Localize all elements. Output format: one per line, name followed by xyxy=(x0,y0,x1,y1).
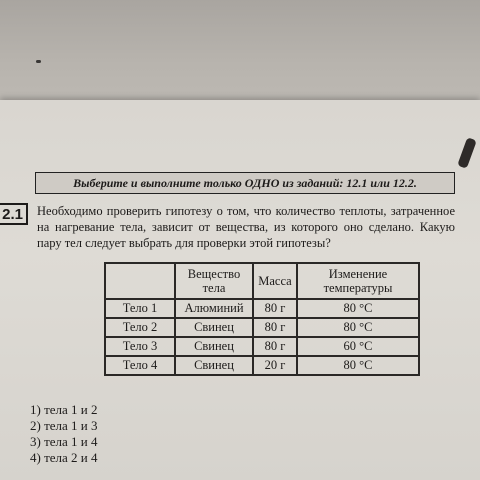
table-row xyxy=(105,318,419,337)
answer-option-3[interactable]: 3) тела 1 и 4 xyxy=(30,434,98,449)
temperature-cell: 80 °С xyxy=(297,356,419,375)
mass-cell: 80 г xyxy=(253,318,297,337)
header-cell: Масса xyxy=(253,263,297,299)
question-text: Необходимо проверить гипотезу о том, что количество теплоты, затраченное на нагревание тела, зависит от вещества, из которого оно сделано. Какую пару тел следует выбрать для проверки этой гипотезы? xyxy=(37,204,455,250)
temperature-cell: 80 °С xyxy=(297,318,419,337)
temperature-cell: 60 °С xyxy=(297,337,419,356)
answer-option-4[interactable]: 4) тела 2 и 4 xyxy=(30,450,98,465)
instruction-banner: Выберите и выполните только ОДНО из заданий: 12.1 или 12.2. xyxy=(35,172,455,194)
answer-option-1[interactable]: 1) тела 1 и 2 xyxy=(30,402,98,417)
body-label: Тело 1 xyxy=(105,299,175,318)
header-cell xyxy=(105,263,175,299)
task-number: 2.1 xyxy=(0,203,28,225)
body-label: Тело 2 xyxy=(105,318,175,337)
substance-cell: Свинец xyxy=(175,318,253,337)
answer-option-2[interactable]: 2) тела 1 и 3 xyxy=(30,418,98,433)
background-surface xyxy=(0,0,480,108)
substance-cell: Свинец xyxy=(175,356,253,375)
data-table xyxy=(104,262,420,376)
table-header-row xyxy=(105,263,419,299)
header-cell: Вещество тела xyxy=(175,263,253,299)
substance-cell: Алюминий xyxy=(175,299,253,318)
substance-cell: Свинец xyxy=(175,337,253,356)
table-row xyxy=(105,299,419,318)
table-row xyxy=(105,337,419,356)
pen-mark xyxy=(36,60,41,63)
body-label: Тело 4 xyxy=(105,356,175,375)
header-cell: Изменение температуры xyxy=(297,263,419,299)
temperature-cell: 80 °С xyxy=(297,299,419,318)
mass-cell: 20 г xyxy=(253,356,297,375)
answer-options xyxy=(30,402,98,466)
table-row xyxy=(105,356,419,375)
mass-cell: 80 г xyxy=(253,337,297,356)
body-label: Тело 3 xyxy=(105,337,175,356)
mass-cell: 80 г xyxy=(253,299,297,318)
